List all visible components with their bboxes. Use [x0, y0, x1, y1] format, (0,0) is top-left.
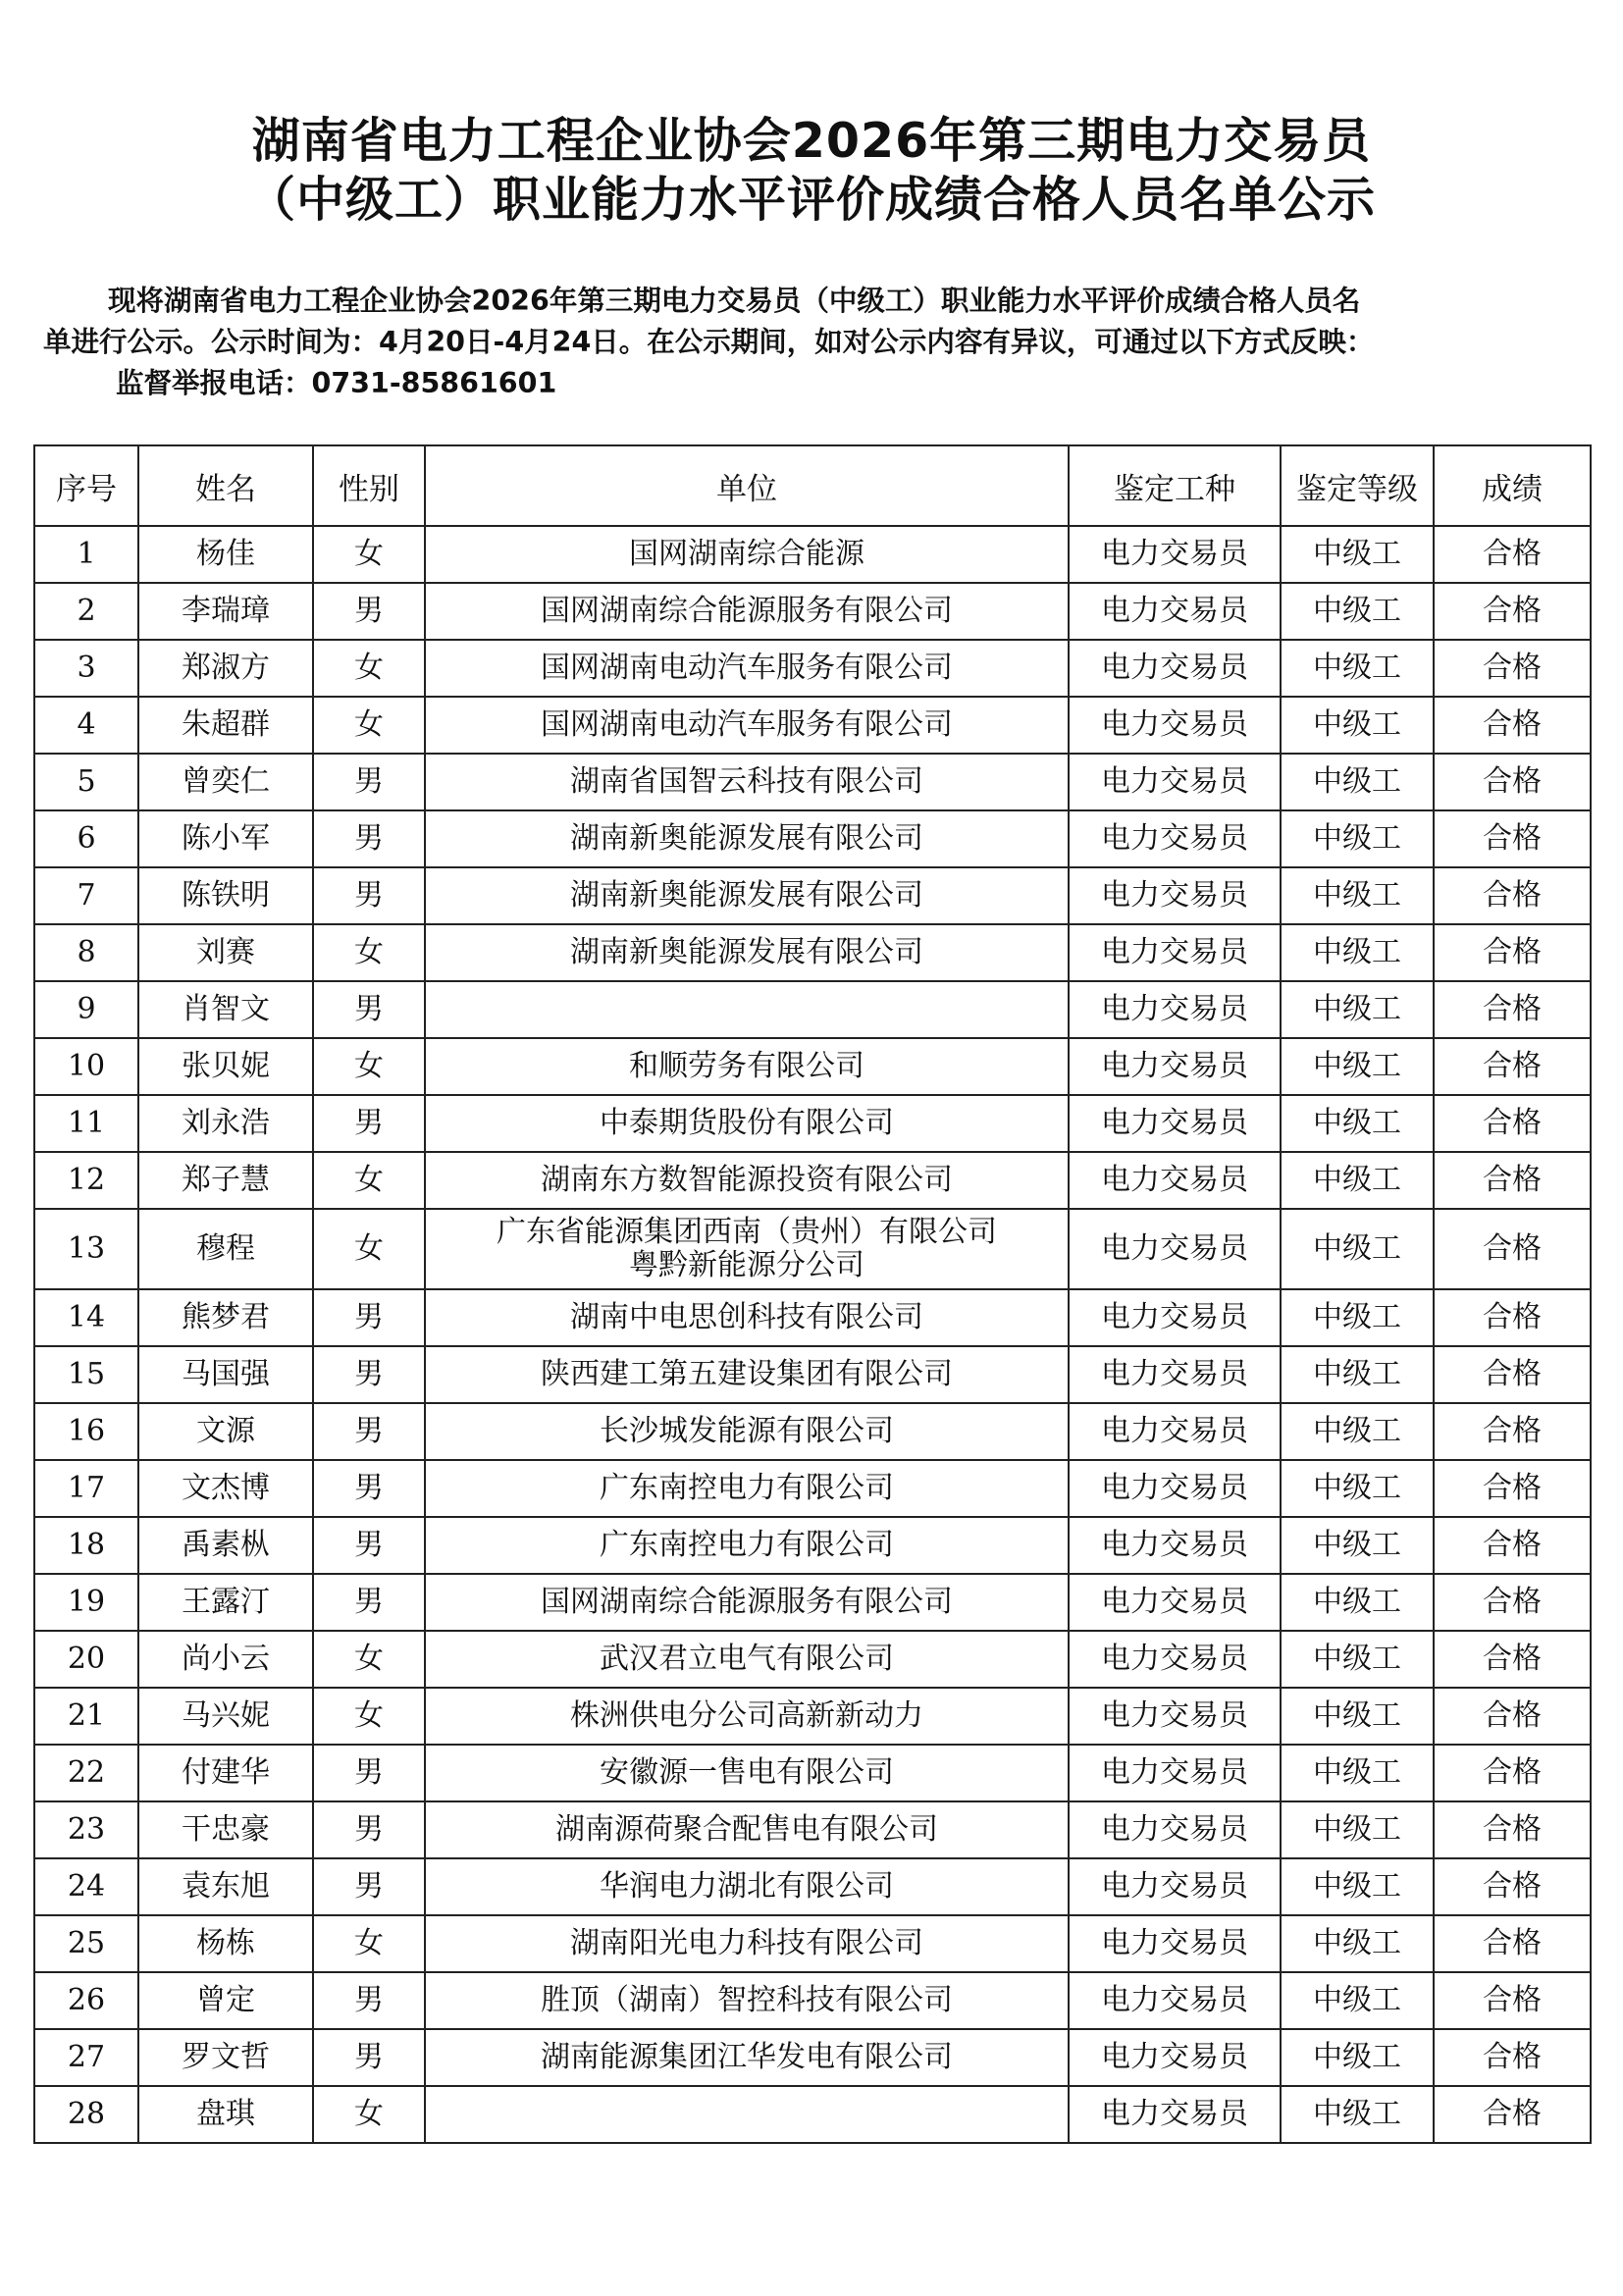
table-row: [34, 1038, 1591, 1095]
cell-gender: 男: [313, 981, 425, 1038]
table-row: [34, 1152, 1591, 1209]
table-row: [34, 1460, 1591, 1517]
cell-gender: 女: [313, 697, 425, 754]
cell-level: 中级工: [1281, 1972, 1434, 2029]
cell-unit: 安徽源一售电有限公司: [425, 1745, 1069, 1801]
cell-gender: 男: [313, 810, 425, 867]
cell-trade: 电力交易员: [1069, 1346, 1281, 1403]
cell-result: 合格: [1434, 1346, 1591, 1403]
cell-gender: 男: [313, 1972, 425, 2029]
cell-gender: 女: [313, 924, 425, 981]
cell-no: 20: [34, 1631, 138, 1688]
cell-unit: 湖南源荷聚合配售电有限公司: [425, 1801, 1069, 1858]
cell-name: 曾奕仁: [138, 754, 313, 810]
cell-trade: 电力交易员: [1069, 867, 1281, 924]
cell-gender: 女: [313, 526, 425, 583]
cell-level: 中级工: [1281, 697, 1434, 754]
cell-trade: 电力交易员: [1069, 2029, 1281, 2086]
cell-unit: 广东省能源集团西南（贵州）有限公司 粤黔新能源分公司: [425, 1209, 1069, 1289]
qualified-personnel-table: [33, 444, 1592, 2144]
cell-gender: 男: [313, 1858, 425, 1915]
cell-trade: 电力交易员: [1069, 1152, 1281, 1209]
intro-line-2: 单进行公示。公示时间为：4月20日-4月24日。在公示期间，如对公示内容有异议，可通过以下方式反映：: [43, 326, 1375, 358]
cell-trade: 电力交易员: [1069, 810, 1281, 867]
cell-no: 7: [34, 867, 138, 924]
cell-level: 中级工: [1281, 1095, 1434, 1152]
cell-no: 11: [34, 1095, 138, 1152]
header-gender: 性别: [313, 445, 425, 526]
cell-no: 24: [34, 1858, 138, 1915]
table-row: [34, 810, 1591, 867]
cell-trade: 电力交易员: [1069, 526, 1281, 583]
cell-name: 付建华: [138, 1745, 313, 1801]
cell-level: 中级工: [1281, 867, 1434, 924]
table-row: [34, 1801, 1591, 1858]
cell-no: 2: [34, 583, 138, 640]
cell-name: 郑淑方: [138, 640, 313, 697]
table-row: [34, 1915, 1591, 1972]
cell-gender: 女: [313, 1915, 425, 1972]
cell-trade: 电力交易员: [1069, 981, 1281, 1038]
cell-unit: 湖南东方数智能源投资有限公司: [425, 1152, 1069, 1209]
cell-no: 22: [34, 1745, 138, 1801]
cell-trade: 电力交易员: [1069, 2086, 1281, 2143]
table-row: [34, 1403, 1591, 1460]
cell-gender: 男: [313, 1517, 425, 1574]
cell-result: 合格: [1434, 1745, 1591, 1801]
cell-gender: 女: [313, 1209, 425, 1289]
cell-gender: 男: [313, 1403, 425, 1460]
cell-unit: 中泰期货股份有限公司: [425, 1095, 1069, 1152]
cell-name: 罗文哲: [138, 2029, 313, 2086]
cell-result: 合格: [1434, 1801, 1591, 1858]
cell-gender: 男: [313, 1460, 425, 1517]
header-no: 序号: [34, 445, 138, 526]
table-row: [34, 583, 1591, 640]
table-row: [34, 640, 1591, 697]
cell-name: 陈小军: [138, 810, 313, 867]
cell-unit: 国网湖南综合能源: [425, 526, 1069, 583]
cell-result: 合格: [1434, 1574, 1591, 1631]
cell-no: 27: [34, 2029, 138, 2086]
cell-no: 8: [34, 924, 138, 981]
cell-name: 肖智文: [138, 981, 313, 1038]
cell-result: 合格: [1434, 924, 1591, 981]
table-row: [34, 924, 1591, 981]
cell-trade: 电力交易员: [1069, 924, 1281, 981]
cell-result: 合格: [1434, 526, 1591, 583]
cell-level: 中级工: [1281, 1038, 1434, 1095]
cell-result: 合格: [1434, 583, 1591, 640]
cell-level: 中级工: [1281, 1858, 1434, 1915]
cell-unit: [425, 981, 1069, 1038]
cell-unit: 长沙城发能源有限公司: [425, 1403, 1069, 1460]
document-title-line-1: 湖南省电力工程企业协会2026年第三期电力交易员: [251, 113, 1372, 169]
cell-unit: 和顺劳务有限公司: [425, 1038, 1069, 1095]
cell-level: 中级工: [1281, 1403, 1434, 1460]
cell-unit: 国网湖南综合能源服务有限公司: [425, 1574, 1069, 1631]
cell-unit: 国网湖南综合能源服务有限公司: [425, 583, 1069, 640]
cell-level: 中级工: [1281, 1801, 1434, 1858]
cell-gender: 女: [313, 1631, 425, 1688]
cell-no: 3: [34, 640, 138, 697]
cell-gender: 男: [313, 1346, 425, 1403]
cell-result: 合格: [1434, 1152, 1591, 1209]
cell-name: 王露汀: [138, 1574, 313, 1631]
cell-no: 5: [34, 754, 138, 810]
cell-name: 张贝妮: [138, 1038, 313, 1095]
cell-level: 中级工: [1281, 981, 1434, 1038]
cell-result: 合格: [1434, 1858, 1591, 1915]
table-row: [34, 867, 1591, 924]
cell-result: 合格: [1434, 1517, 1591, 1574]
cell-name: 文源: [138, 1403, 313, 1460]
cell-no: 26: [34, 1972, 138, 2029]
cell-name: 杨栋: [138, 1915, 313, 1972]
cell-unit: 湖南新奥能源发展有限公司: [425, 867, 1069, 924]
table-body: [34, 526, 1591, 2143]
cell-no: 4: [34, 697, 138, 754]
cell-name: 文杰博: [138, 1460, 313, 1517]
cell-name: 刘永浩: [138, 1095, 313, 1152]
cell-no: 25: [34, 1915, 138, 1972]
cell-gender: 男: [313, 1095, 425, 1152]
cell-no: 28: [34, 2086, 138, 2143]
cell-gender: 男: [313, 2029, 425, 2086]
cell-name: 熊梦君: [138, 1289, 313, 1346]
cell-result: 合格: [1434, 1460, 1591, 1517]
cell-name: 袁东旭: [138, 1858, 313, 1915]
intro-line-3: 监督举报电话：0731-85861601: [116, 367, 557, 399]
cell-no: 21: [34, 1688, 138, 1745]
cell-trade: 电力交易员: [1069, 1403, 1281, 1460]
table-row: [34, 526, 1591, 583]
cell-no: 12: [34, 1152, 138, 1209]
cell-no: 1: [34, 526, 138, 583]
cell-level: 中级工: [1281, 640, 1434, 697]
cell-trade: 电力交易员: [1069, 1574, 1281, 1631]
cell-gender: 男: [313, 1289, 425, 1346]
cell-level: 中级工: [1281, 1688, 1434, 1745]
cell-result: 合格: [1434, 640, 1591, 697]
cell-level: 中级工: [1281, 810, 1434, 867]
cell-trade: 电力交易员: [1069, 1289, 1281, 1346]
cell-name: 刘赛: [138, 924, 313, 981]
table-row: [34, 1574, 1591, 1631]
table-row: [34, 981, 1591, 1038]
cell-level: 中级工: [1281, 1745, 1434, 1801]
cell-unit: 国网湖南电动汽车服务有限公司: [425, 640, 1069, 697]
cell-no: 16: [34, 1403, 138, 1460]
cell-unit: 株洲供电分公司高新新动力: [425, 1688, 1069, 1745]
cell-unit: 广东南控电力有限公司: [425, 1517, 1069, 1574]
cell-no: 10: [34, 1038, 138, 1095]
cell-unit: 陕西建工第五建设集团有限公司: [425, 1346, 1069, 1403]
cell-name: 郑子慧: [138, 1152, 313, 1209]
cell-trade: 电力交易员: [1069, 1095, 1281, 1152]
cell-result: 合格: [1434, 2086, 1591, 2143]
cell-trade: 电力交易员: [1069, 1745, 1281, 1801]
cell-unit: 胜顶（湖南）智控科技有限公司: [425, 1972, 1069, 2029]
table-row: [34, 754, 1591, 810]
cell-unit: 国网湖南电动汽车服务有限公司: [425, 697, 1069, 754]
table-row: [34, 697, 1591, 754]
cell-trade: 电力交易员: [1069, 754, 1281, 810]
cell-gender: 女: [313, 1688, 425, 1745]
document-title-line-2: （中级工）职业能力水平评价成绩合格人员名单公示: [246, 172, 1376, 228]
cell-no: 23: [34, 1801, 138, 1858]
cell-trade: 电力交易员: [1069, 1631, 1281, 1688]
table-row: [34, 1346, 1591, 1403]
table-row: [34, 2029, 1591, 2086]
cell-result: 合格: [1434, 1209, 1591, 1289]
cell-gender: 女: [313, 640, 425, 697]
cell-level: 中级工: [1281, 1631, 1434, 1688]
cell-name: 陈铁明: [138, 867, 313, 924]
cell-result: 合格: [1434, 1095, 1591, 1152]
cell-trade: 电力交易员: [1069, 697, 1281, 754]
header-name: 姓名: [138, 445, 313, 526]
cell-result: 合格: [1434, 1631, 1591, 1688]
intro-line-1: 现将湖南省电力工程企业协会2026年第三期电力交易员（中级工）职业能力水平评价成绩合格人员名: [108, 285, 1361, 317]
cell-gender: 女: [313, 1152, 425, 1209]
cell-trade: 电力交易员: [1069, 1915, 1281, 1972]
cell-trade: 电力交易员: [1069, 1688, 1281, 1745]
cell-level: 中级工: [1281, 1209, 1434, 1289]
cell-result: 合格: [1434, 810, 1591, 867]
cell-name: 杨佳: [138, 526, 313, 583]
cell-trade: 电力交易员: [1069, 1972, 1281, 2029]
header-unit: 单位: [425, 445, 1069, 526]
cell-name: 李瑞璋: [138, 583, 313, 640]
cell-trade: 电力交易员: [1069, 1517, 1281, 1574]
cell-level: 中级工: [1281, 1460, 1434, 1517]
cell-level: 中级工: [1281, 526, 1434, 583]
cell-gender: 女: [313, 1038, 425, 1095]
cell-name: 曾定: [138, 1972, 313, 2029]
table-row: [34, 1688, 1591, 1745]
cell-gender: 女: [313, 2086, 425, 2143]
cell-no: 15: [34, 1346, 138, 1403]
cell-gender: 男: [313, 1574, 425, 1631]
cell-no: 14: [34, 1289, 138, 1346]
cell-gender: 男: [313, 1801, 425, 1858]
cell-gender: 男: [313, 754, 425, 810]
cell-unit: 湖南阳光电力科技有限公司: [425, 1915, 1069, 1972]
cell-no: 13: [34, 1209, 138, 1289]
cell-unit: 武汉君立电气有限公司: [425, 1631, 1069, 1688]
cell-unit: [425, 2086, 1069, 2143]
table-row: [34, 1289, 1591, 1346]
cell-level: 中级工: [1281, 1517, 1434, 1574]
cell-level: 中级工: [1281, 583, 1434, 640]
cell-result: 合格: [1434, 1688, 1591, 1745]
table-row: [34, 1209, 1591, 1289]
header-result: 成绩: [1434, 445, 1591, 526]
cell-unit: 广东南控电力有限公司: [425, 1460, 1069, 1517]
cell-trade: 电力交易员: [1069, 1460, 1281, 1517]
cell-unit: 湖南中电思创科技有限公司: [425, 1289, 1069, 1346]
cell-trade: 电力交易员: [1069, 1038, 1281, 1095]
cell-trade: 电力交易员: [1069, 1801, 1281, 1858]
cell-unit: 湖南能源集团江华发电有限公司: [425, 2029, 1069, 2086]
cell-no: 19: [34, 1574, 138, 1631]
cell-level: 中级工: [1281, 1915, 1434, 1972]
cell-result: 合格: [1434, 1972, 1591, 2029]
cell-result: 合格: [1434, 1038, 1591, 1095]
cell-trade: 电力交易员: [1069, 1209, 1281, 1289]
table-row: [34, 1631, 1591, 1688]
cell-result: 合格: [1434, 754, 1591, 810]
cell-no: 6: [34, 810, 138, 867]
cell-result: 合格: [1434, 1403, 1591, 1460]
cell-no: 9: [34, 981, 138, 1038]
cell-level: 中级工: [1281, 754, 1434, 810]
cell-unit: 华润电力湖北有限公司: [425, 1858, 1069, 1915]
cell-name: 马兴妮: [138, 1688, 313, 1745]
table-row: [34, 2086, 1591, 2143]
table-header-row: [34, 445, 1591, 526]
cell-gender: 男: [313, 583, 425, 640]
cell-level: 中级工: [1281, 1346, 1434, 1403]
cell-gender: 男: [313, 867, 425, 924]
cell-name: 穆程: [138, 1209, 313, 1289]
header-level: 鉴定等级: [1281, 445, 1434, 526]
cell-level: 中级工: [1281, 2086, 1434, 2143]
cell-name: 马国强: [138, 1346, 313, 1403]
cell-trade: 电力交易员: [1069, 1858, 1281, 1915]
cell-name: 干忠豪: [138, 1801, 313, 1858]
cell-no: 17: [34, 1460, 138, 1517]
cell-result: 合格: [1434, 697, 1591, 754]
cell-unit: 湖南省国智云科技有限公司: [425, 754, 1069, 810]
cell-name: 盘琪: [138, 2086, 313, 2143]
cell-result: 合格: [1434, 2029, 1591, 2086]
cell-result: 合格: [1434, 867, 1591, 924]
table-row: [34, 1095, 1591, 1152]
cell-name: 朱超群: [138, 697, 313, 754]
table-row: [34, 1745, 1591, 1801]
cell-trade: 电力交易员: [1069, 583, 1281, 640]
cell-unit: 湖南新奥能源发展有限公司: [425, 924, 1069, 981]
cell-level: 中级工: [1281, 1574, 1434, 1631]
cell-result: 合格: [1434, 981, 1591, 1038]
cell-result: 合格: [1434, 1915, 1591, 1972]
cell-level: 中级工: [1281, 924, 1434, 981]
table-row: [34, 1972, 1591, 2029]
cell-gender: 男: [313, 1745, 425, 1801]
cell-no: 18: [34, 1517, 138, 1574]
cell-result: 合格: [1434, 1289, 1591, 1346]
cell-level: 中级工: [1281, 1152, 1434, 1209]
cell-level: 中级工: [1281, 1289, 1434, 1346]
cell-name: 禹素枞: [138, 1517, 313, 1574]
cell-level: 中级工: [1281, 2029, 1434, 2086]
cell-name: 尚小云: [138, 1631, 313, 1688]
table-row: [34, 1858, 1591, 1915]
header-trade: 鉴定工种: [1069, 445, 1281, 526]
table-row: [34, 1517, 1591, 1574]
cell-unit: 湖南新奥能源发展有限公司: [425, 810, 1069, 867]
cell-trade: 电力交易员: [1069, 640, 1281, 697]
